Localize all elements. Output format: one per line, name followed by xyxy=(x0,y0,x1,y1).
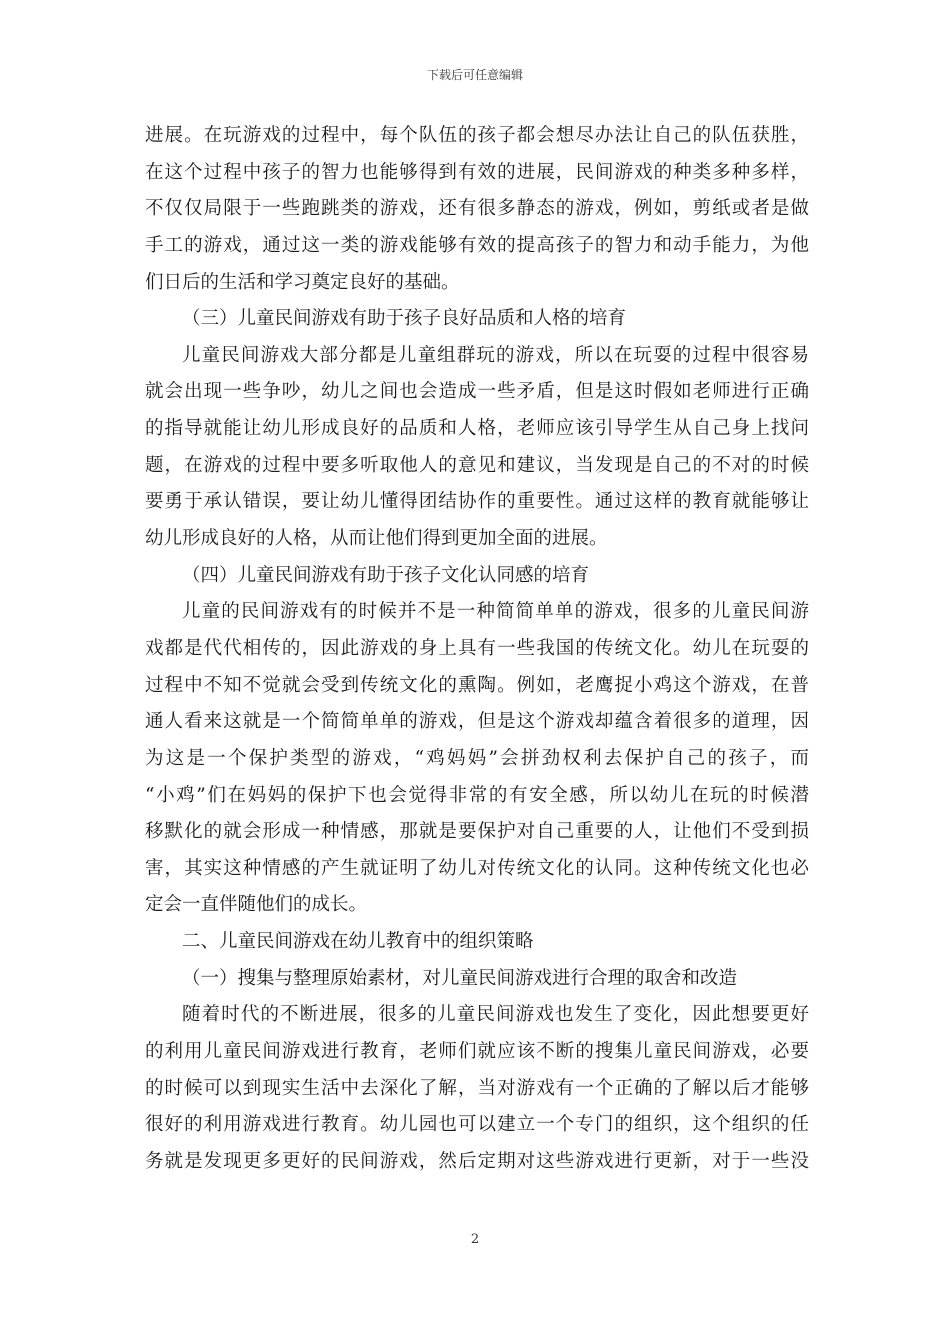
text-line: 戏都是代代相传的，因此游戏的身上具有一些我国的传统文化。幼儿在玩耍的 xyxy=(145,637,809,659)
text-line: 儿童的民间游戏有的时候并不是一种简简单单的游戏，很多的儿童民间游 xyxy=(182,601,809,623)
text-line: 手工的游戏，通过这一类的游戏能够有效的提高孩子的智力和动手能力，为他 xyxy=(145,234,809,256)
page-number: 2 xyxy=(470,1232,480,1247)
text-line: 的时候可以到现实生活中去深化了解，当对游戏有一个正确的了解以后才能够 xyxy=(145,1077,809,1099)
text-line: 就会出现一些争吵，幼儿之间也会造成一些矛盾，但是这时假如老师进行正确 xyxy=(145,381,809,403)
text-line: 儿童民间游戏大部分都是儿童组群玩的游戏，所以在玩耍的过程中很容易 xyxy=(182,344,809,366)
text-line: 们日后的生活和学习奠定良好的基础。 xyxy=(145,271,460,293)
text-line: 要勇于承认错误，要让幼儿懂得团结协作的重要性。通过这样的教育就能够让 xyxy=(145,491,809,513)
text-line: 定会一直伴随他们的成长。 xyxy=(145,894,368,916)
text-line: 的利用儿童民间游戏进行教育，老师们就应该不断的搜集儿童民间游戏，必要 xyxy=(145,1041,809,1063)
page-header: 下载后可任意编辑 xyxy=(426,68,523,82)
text-line: 为这是一个保护类型的游戏，“鸡妈妈”会拼劲权利去保护自己的孩子，而 xyxy=(145,747,809,769)
text-line: 害，其实这种情感的产生就证明了幼儿对传统文化的认同。这种传统文化也必 xyxy=(145,857,809,879)
section-heading: （三）儿童民间游戏有助于孩子良好品质和人格的培育 xyxy=(182,308,627,330)
text-line: 很好的利用游戏进行教育。幼儿园也可以建立一个专门的组织，这个组织的任 xyxy=(145,1114,809,1136)
document-body xyxy=(145,118,809,1181)
section-heading: （四）儿童民间游戏有助于孩子文化认同感的培育 xyxy=(182,564,590,586)
text-line: “小鸡”们在妈妈的保护下也会觉得非常的有安全感，所以幼儿在玩的时候潜 xyxy=(145,784,809,806)
text-line: 幼儿形成良好的人格，从而让他们得到更加全面的进展。 xyxy=(145,528,608,550)
section-heading: 二、儿童民间游戏在幼儿教育中的组织策略 xyxy=(182,931,534,953)
text-line: 随着时代的不断进展，很多的儿童民间游戏也发生了变化，因此想要更好 xyxy=(182,1004,809,1026)
text-line: 移默化的就会形成一种情感，那就是要保护对自己重要的人，让他们不受到损 xyxy=(145,821,809,843)
section-heading: （一）搜集与整理原始素材，对儿童民间游戏进行合理的取舍和改造 xyxy=(182,967,738,989)
text-line: 在这个过程中孩子的智力也能够得到有效的进展，民间游戏的种类多种多样， xyxy=(145,161,809,183)
text-line: 过程中不知不觉就会受到传统文化的熏陶。例如，老鹰捉小鸡这个游戏，在普 xyxy=(145,674,809,696)
text-line: 通人看来这就是一个简简单单的游戏，但是这个游戏却蕴含着很多的道理，因 xyxy=(145,711,809,733)
text-line: 务就是发现更多更好的民间游戏，然后定期对这些游戏进行更新，对于一些没 xyxy=(145,1150,809,1172)
text-line: 的指导就能让幼儿形成良好的品质和人格，老师应该引导学生从自己身上找问 xyxy=(145,418,809,440)
text-line: 题，在游戏的过程中要多听取他人的意见和建议，当发现是自己的不对的时候 xyxy=(145,454,809,476)
text-line: 进展。在玩游戏的过程中，每个队伍的孩子都会想尽办法让自己的队伍获胜， xyxy=(145,125,809,146)
text-line: 不仅仅局限于一些跑跳类的游戏，还有很多静态的游戏，例如，剪纸或者是做 xyxy=(145,198,809,220)
